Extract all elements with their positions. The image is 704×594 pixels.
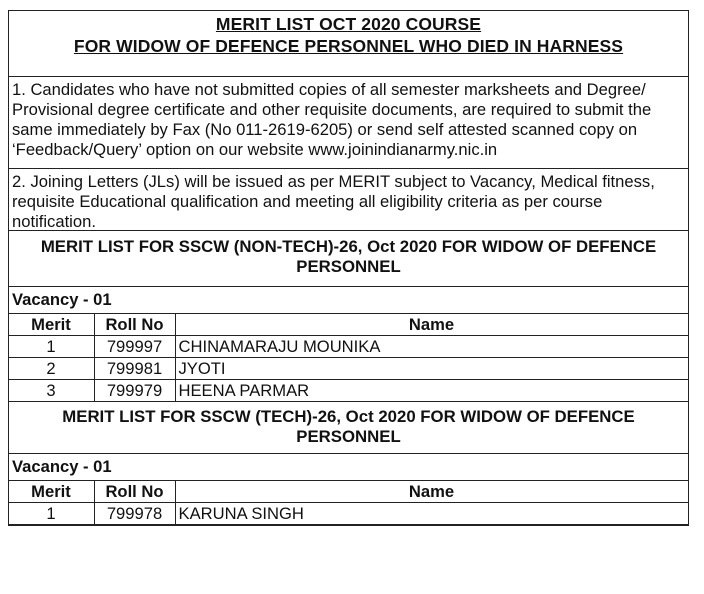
table-row <box>8 336 688 358</box>
column-header-roll-no: Roll No <box>94 481 175 503</box>
cell-merit: 1 <box>8 503 94 525</box>
merit-table-non-tech <box>8 313 689 402</box>
cell-merit: 2 <box>8 358 94 380</box>
cell-name: HEENA PARMAR <box>175 380 688 402</box>
table-row <box>8 503 688 525</box>
title-line-1: MERIT LIST OCT 2020 COURSE <box>215 14 482 34</box>
cell-roll-no: 799979 <box>94 380 175 402</box>
cell-name: JYOTI <box>175 358 688 380</box>
note-1: 1. Candidates who have not submitted copies of all semester marksheets and Degree/ Provisional degree certificate and other requisite documents, are required to submit the same immediately by Fax (No 011-2619-6205) or send self attested scanned copy on ‘Feedback/Query’ option on our website www.joinindianarmy.nic.in <box>9 77 688 169</box>
merit-table-tech <box>8 480 689 525</box>
cell-name: KARUNA SINGH <box>175 503 688 525</box>
cell-roll-no: 799981 <box>94 358 175 380</box>
table-row <box>8 358 688 380</box>
column-header-name: Name <box>175 314 688 336</box>
section-heading-tech: MERIT LIST FOR SSCW (TECH)-26, Oct 2020 FOR WIDOW OF DEFENCE PERSONNEL <box>9 402 688 454</box>
column-header-merit: Merit <box>8 314 94 336</box>
cell-merit: 1 <box>8 336 94 358</box>
vacancy-label-non-tech: Vacancy - 01 <box>12 290 112 309</box>
title-line-2: FOR WIDOW OF DEFENCE PERSONNEL WHO DIED IN HARNESS <box>73 36 624 56</box>
column-header-roll-no: Roll No <box>94 314 175 336</box>
document-title <box>9 11 688 77</box>
table-header-row <box>8 481 688 503</box>
table-header-row <box>8 314 688 336</box>
table-row <box>8 380 688 402</box>
section-heading-non-tech: MERIT LIST FOR SSCW (NON-TECH)-26, Oct 2020 FOR WIDOW OF DEFENCE PERSONNEL <box>9 231 688 287</box>
cell-merit: 3 <box>8 380 94 402</box>
column-header-name: Name <box>175 481 688 503</box>
cell-roll-no: 799997 <box>94 336 175 358</box>
column-header-merit: Merit <box>8 481 94 503</box>
vacancy-label-tech: Vacancy - 01 <box>12 457 112 476</box>
merit-list-document <box>8 10 689 526</box>
cell-roll-no: 799978 <box>94 503 175 525</box>
note-2: 2. Joining Letters (JLs) will be issued as per MERIT subject to Vacancy, Medical fitness, requisite Educational qualification and meeting all eligibility criteria as per course notification. <box>9 169 688 231</box>
cell-name: CHINAMARAJU MOUNIKA <box>175 336 688 358</box>
